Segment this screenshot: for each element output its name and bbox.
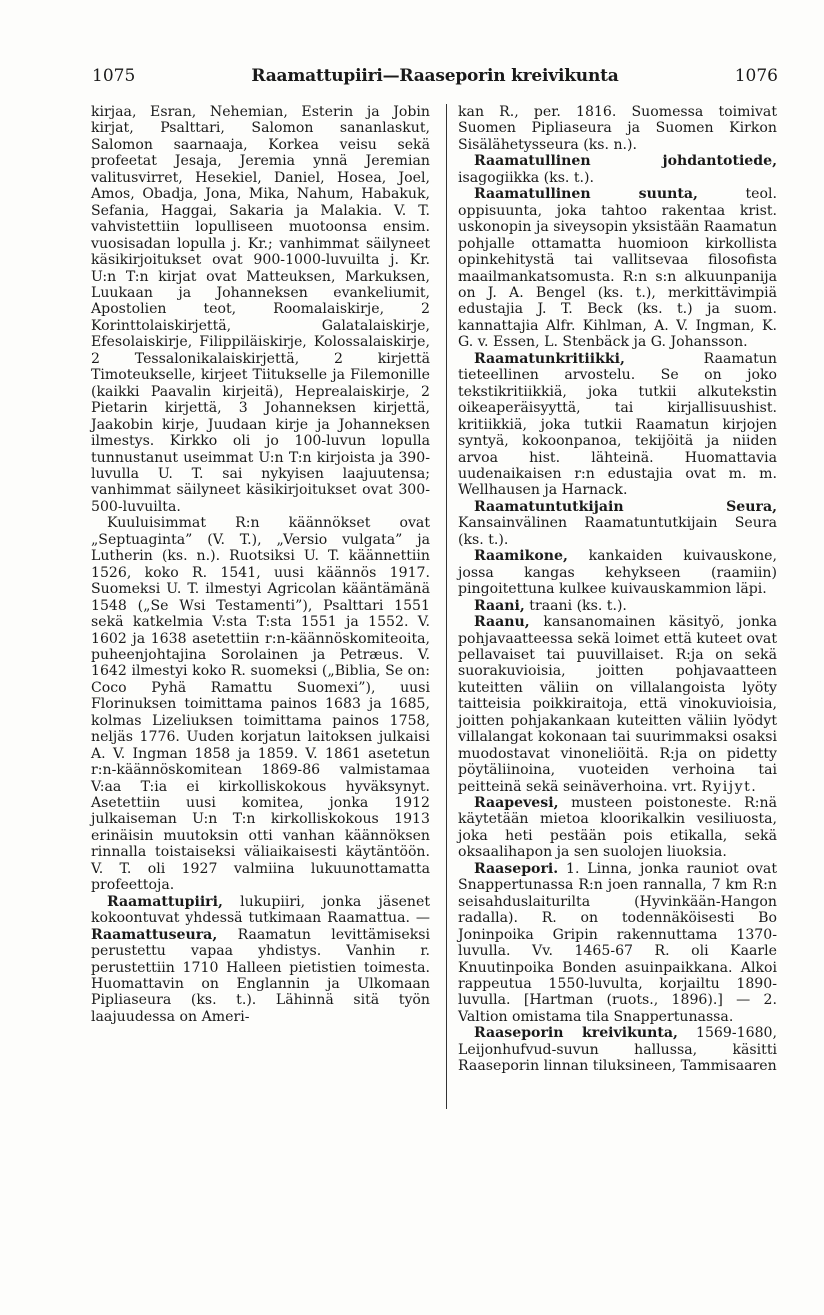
column-divider xyxy=(446,104,447,1109)
entry-headword: Raamikone, xyxy=(474,548,568,565)
entry-text: kankaiden kuivauskone, jossa kangas kehykseen (raamiin) pingoitettuna kulkee kuivauskammion läpi. xyxy=(458,548,777,598)
page-number-right: 1076 xyxy=(734,66,778,86)
entry-text: Kansainvälinen Raamatuntutkijain Seura (ks. t.). xyxy=(458,515,777,548)
entry-headword: Raani, xyxy=(474,597,525,614)
entry-headword: Raapevesi, xyxy=(474,795,559,812)
entry-headword: Raamatuntutkijain Seura, xyxy=(474,498,777,515)
entry-headword: Raaseporin kreivikunta, xyxy=(474,1025,678,1042)
entry-text: Raamatun tieteellinen arvostelu. Se on joko tekstikritiikkiä, joka tutkii alkutekstin oikeaperäisyyttä, tai kirjallisuushist. kritiikkiä, joka tutkii Raamatun kirjojen syntyä, kokoonpanoa, tekijöitä ja niiden arvoa hist. lähteinä. Huomattavia uudenaikaisen r:n edustajia ovat m. m. Wellhausen ja Harnack. xyxy=(458,350,777,499)
entry-headword: Raamatullinen johdantotiede, xyxy=(474,153,777,170)
entry-text: 1569-1680, Leijonhufvud-suvun hallussa, käsitti Raaseporin linnan tiluksineen, Tammisaaren xyxy=(458,1025,777,1075)
entry-text: teol. oppisuunta, joka tahtoo rakentaa krist. uskonopin ja siveysopin yksistään Raamatun pohjalle ottamatta huomioon kirkollista opinkehitystä tai vallitsevaa filosofista maailmankatsomusta. R:n s:n alkuunpanija on J. A. Bengel (ks. t.), merkittävimpiä edustajia J. T. Beck (ks. t.) ja suom. kannattajia Alfr. Kihlman, A. V. Ingman, K. G. v. Essen, L. Stenbäck ja G. Johansson. xyxy=(458,186,777,351)
page-number-left: 1075 xyxy=(92,66,136,86)
entry-raanu xyxy=(458,614,777,795)
entry-raapevesi xyxy=(458,795,777,861)
entry-headword: Raamatunkritiikki, xyxy=(474,350,625,367)
entry-text: kansanomainen käsityö, jonka pohjavaatteessa sekä loimet että kuteet ovat pellavaiset tai puuvillaiset. R:ja on sekä suorakuvioisia, joitten pohjavaatteen kuteitten väliin on villalangoista lyöty taitteisia poikkiraitoja, että vinokuvioisia, joitten pohjakankaan kuteitten väliin lyödyt villalangat kokonaan tai suurimmaksi osaksi muodostavat vinoneliöitä. R:ja on pidetty pöytäliinoina, vuoteiden verhoina tai peitteinä sekä seinäverhoina. vrt. xyxy=(458,614,777,795)
entry-johdantotiede xyxy=(458,153,777,186)
left-column xyxy=(91,104,430,1025)
header-title: Raamattupiiri—Raaseporin kreivikunta xyxy=(251,66,619,86)
translations-paragraph: Kuuluisimmat R:n käännökset ovat „Septuaginta” (V. T.), „Versio vulgata” ja Lutherin (ks. n.). Ruotsiksi U. T. käännettiin 1526, koko R. 1541, uusi käännös 1917. Suomeksi U. T. ilmestyi Agricolan kääntämänä 1548 („Se Wsi Testamenti”), Psalttari 1551 sekä katkelmia V:sta T:sta 1551 ja 1552. V. 1602 ja 1638 asetettiin r:n-käännöskomiteoita, puheenjohtajina Sorolainen ja Petræus. V. 1642 ilmestyi koko R. suomeksi („Biblia, Se on: Coco Pyhä Ramattu Suomexi”), uusi Florinuksen toimittama painos 1683 ja 1685, kolmas Lizeliuksen toimittama painos 1758, neljäs 1776. Uuden korjatun laitoksen julkaisi A. V. Ingman 1858 ja 1859. V. 1861 asetetun r:n-käännöskomitean 1869-86 valmistamaa V:aa T:ia ei kirkolliskokous hyväksynyt. Asetettiin uusi komitea, jonka 1912 julkaiseman U:n T:n kirkolliskokous 1913 erinäisin muutoksin otti vanhan käännöksen rinnalla toistaiseksi väliaikaisesti käytäntöön. V. T. oli 1927 valmiina lukuunottamatta profeettoja. xyxy=(91,515,430,894)
entry-text: Raamatun levittämiseksi perustettu vapaa yhdistys. Vanhin r. perustettiin 1710 Halleen pietistien toimesta. Huomattavin on Englannin ja Ulkomaan Pipliaseura (ks. t.). Lähinnä sitä työn laajuudessa on Ameri- xyxy=(91,926,430,1025)
bible-books-paragraph: kirjaa, Esran, Nehemian, Esterin ja Jobin kirjat, Psalttari, Salomon sananlaskut, Salomon saarnaaja, Korkea veisu sekä profeetat Jesaja, Jeremia ynnä Jeremian valitusvirret, Hesekiel, Daniel, Hosea, Joel, Amos, Obadja, Jona, Mika, Nahum, Habakuk, Sefania, Haggai, Sakaria ja Malakia. V. T. vahvistettiin lopulliseen muotoonsa ensim. vuosisadan lopulla j. Kr.; vanhimmat säilyneet käsikirjoitukset ovat 900-1000-luvuilta j. Kr. U:n T:n kirjat ovat Matteuksen, Markuksen, Luukaan ja Johanneksen evankeliumit, Apostolien teot, Roomalaiskirje, 2 Korinttolaiskirjettä, Galatalaiskirje, Efesolaiskirje, Filippiläiskirje, Kolossalaiskirje, 2 Tessalonikalaiskirjettä, 2 kirjettä Timoteukselle, kirjeet Tiitukselle ja Filemonille (kaikki Paavalin kirjeitä), Heprealaiskirje, 2 Pietarin kirjettä, 3 Johanneksen kirjettä, Jaakobin kirje, Juudaan kirje ja Johanneksen ilmestys. Kirkko oli jo 100-luvun lopulla tunnustanut useimmat U:n T:n kirjoista ja 390-luvulla U. T. sai nykyisen laajuutensa; vanhimmat säilyneet käsikirjoitukset ovat 300-500-luvuilta. xyxy=(91,104,430,515)
entry-text: 1. Linna, jonka rauniot ovat Snappertunassa R:n joen rannalla, 7 km R:n seisahduslaiturilta (Hyvinkään-Hangon radalla). R. on todennäköisesti Bo Joninpoika Gripin rakennuttama 1370-luvulla. Vv. 1465-67 R. oli Kaarle Knuutinpoika Bonden asuinpaikkana. Alkoi rappeutua 1550-luvulta, korjailtu 1890-luvulla. [Hartman (ruots., 1896).] — 2. Valtion omistama tila Snappertunassa. xyxy=(458,860,777,1025)
entry-raamikone xyxy=(458,548,777,597)
entry-raamatunkritiikki xyxy=(458,351,777,499)
cross-reference: Ryijyt. xyxy=(701,778,758,795)
right-column xyxy=(458,104,777,1075)
entry-headword: Raamattuseura, xyxy=(91,926,218,943)
entry-headword: Raamatullinen suunta, xyxy=(474,186,698,203)
entry-text: musteen poistoneste. R:nä käytetään mietoa kloorikalkin vesiliuosta, joka heti pestään pois etikalla, sekä oksaalihapon ja sen suolojen liuoksia. xyxy=(458,795,777,861)
entry-headword: Raamattupiiri, xyxy=(107,893,223,910)
entry-headword: Raanu, xyxy=(474,614,530,631)
running-header xyxy=(92,66,778,94)
continued-paragraph: kan R., per. 1816. Suomessa toimivat Suomen Pipliaseura ja Suomen Kirkon Sisälähetysseura (ks. n.). xyxy=(458,104,777,153)
entry-text: traani (ks. t.). xyxy=(524,597,627,614)
entry-raasepori xyxy=(458,861,777,1026)
entry-raaseporin-kreivikunta xyxy=(458,1025,777,1074)
entry-suunta xyxy=(458,186,777,351)
entry-raamattupiiri xyxy=(91,894,430,1026)
entry-raamatuntutkijain-seura xyxy=(458,499,777,548)
entry-raani xyxy=(458,598,777,614)
entry-headword: Raasepori. xyxy=(474,860,559,877)
entry-text: isagogiikka (ks. t.). xyxy=(458,169,595,186)
entry-text: lukupiiri, jonka jäsenet kokoontuvat yhdessä tutkimaan Raamattua. — xyxy=(91,893,430,927)
